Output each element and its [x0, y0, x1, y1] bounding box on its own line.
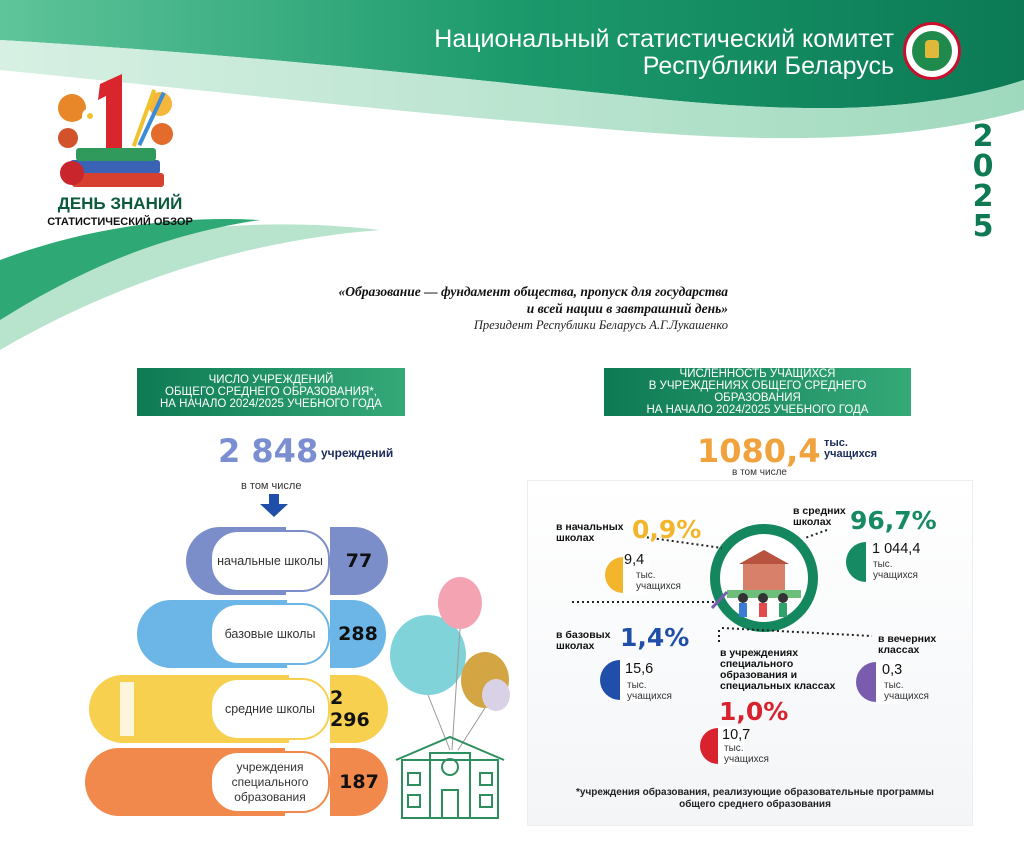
- special-students-percent: 1,0%: [719, 697, 789, 726]
- students-total: 1080,4: [697, 432, 821, 470]
- secondary-students-unit: [873, 559, 918, 581]
- bar-accent: [120, 682, 134, 736]
- primary-students-label-line1: в начальных: [556, 521, 624, 533]
- special-education-value: 187: [330, 748, 388, 816]
- special-students-label: [720, 648, 835, 692]
- secondary-schools-value: 2 296: [330, 675, 388, 743]
- students-including-label: в том числе: [732, 467, 787, 478]
- balloons-school-illustration: [388, 575, 524, 825]
- evening-students-label: [878, 634, 936, 656]
- students-heading-line1: ЧИСЛЕННОСТЬ УЧАЩИХСЯ: [679, 368, 836, 380]
- year-digit: 0: [972, 149, 994, 184]
- institutions-total: 2 848: [218, 432, 319, 470]
- footnote: [560, 787, 950, 811]
- secondary-schools-label: средние школы: [210, 678, 330, 740]
- footnote-line2: общего среднего образования: [679, 799, 831, 810]
- basic-students-label: [556, 630, 610, 652]
- logo-subtitle: СТАТИСТИЧЕСКИЙ ОБЗОР: [47, 216, 193, 228]
- primary-students-unit: [636, 570, 681, 592]
- special-students-label-line4: специальных классах: [720, 680, 836, 692]
- secondary-students-value: 1 044,4: [872, 541, 921, 557]
- basic-students-unit: [627, 680, 672, 702]
- basic-schools-value: 288: [330, 600, 386, 668]
- basic-students-value: 15,6: [625, 661, 654, 677]
- year-digit: 2: [972, 119, 994, 154]
- unit-line2: учащихся: [636, 581, 681, 592]
- special-students-label-line3: образования и: [720, 669, 798, 681]
- special-education-label: учреждения специального образования: [210, 751, 330, 813]
- special-students-label-line1: в учреждениях: [720, 647, 799, 659]
- year-vertical: [966, 119, 1000, 244]
- students-total-unit: [824, 438, 877, 460]
- secondary-students-label-line1: в средних: [793, 505, 846, 517]
- secondary-students-label: [793, 506, 846, 528]
- primary-students-percent: 0,9%: [632, 515, 702, 544]
- secondary-students-label-line2: школах: [793, 516, 832, 528]
- year-digit: 5: [972, 209, 994, 244]
- unit-line1: тыс.: [627, 680, 647, 691]
- footnote-line1: *учреждения образования, реализующие образовательные программы: [576, 787, 934, 798]
- evening-students-value: 0,3: [882, 662, 903, 678]
- unit-line1: тыс.: [873, 559, 893, 570]
- students-heading-line3: НА НАЧАЛО 2024/2025 УЧЕБНОГО ГОДА: [646, 404, 869, 416]
- primary-students-value: 9,4: [624, 552, 645, 568]
- evening-students-label-line2: классах: [878, 644, 920, 656]
- evening-students-unit: [884, 680, 929, 702]
- institutions-including-label: в том числе: [241, 480, 302, 492]
- institutions-heading: [137, 368, 405, 416]
- students-heading-line2: В УЧРЕЖДЕНИЯХ ОБЩЕГО СРЕДНЕГО ОБРАЗОВАНИЯ: [648, 380, 867, 404]
- basic-students-label-line1: в базовых: [556, 629, 611, 641]
- primary-schools-label: начальные школы: [210, 530, 330, 592]
- basic-students-percent: 1,4%: [620, 623, 690, 652]
- belstat-emblem-icon: [903, 22, 961, 80]
- unit-line2: учащихся: [627, 691, 672, 702]
- organization-title: [434, 26, 894, 80]
- basic-students-label-line2: школах: [556, 640, 595, 652]
- secondary-students-percent: 96,7%: [850, 506, 937, 535]
- institutions-heading-line3: НА НАЧАЛО 2024/2025 УЧЕБНОГО ГОДА: [160, 398, 382, 410]
- unit-line1: тыс.: [884, 680, 904, 691]
- organization-name-line1: Национальный статистический комитет: [434, 25, 894, 53]
- quote-author: Президент Республики Беларусь А.Г.Лукашенко: [473, 318, 728, 332]
- evening-students-label-line1: в вечерних: [878, 633, 937, 645]
- unit-line1: тыс.: [724, 743, 744, 754]
- unit-line1: тыс.: [636, 570, 656, 581]
- quote-line2: и всей нации в завтрашний день»: [526, 301, 728, 316]
- year-digit: 2: [972, 179, 994, 214]
- quote-line1: «Образование — фундамент общества, пропуск для государства: [338, 284, 728, 299]
- basic-schools-label: базовые школы: [210, 603, 330, 665]
- president-quote: [228, 283, 728, 317]
- unit-line2: учащихся: [873, 570, 918, 581]
- special-students-label-line2: специального: [720, 658, 794, 670]
- organization-name-line2: Республики Беларусь: [642, 52, 894, 80]
- primary-students-label: [556, 522, 624, 544]
- logo-title: ДЕНЬ ЗНАНИЙ: [57, 194, 183, 213]
- institutions-heading-line2: ОБЩЕГО СРЕДНЕГО ОБРАЗОВАНИЯ*,: [165, 386, 377, 398]
- students-total-unit-line2: учащихся: [824, 448, 878, 460]
- arrow-down-icon: [258, 494, 290, 518]
- unit-line2: учащихся: [724, 754, 769, 765]
- knowledge-day-logo-icon: [50, 68, 180, 196]
- special-students-unit: [724, 743, 769, 765]
- institutions-total-unit: учреждений: [321, 446, 394, 460]
- unit-line2: учащихся: [884, 691, 929, 702]
- primary-students-label-line2: школах: [556, 532, 595, 544]
- students-total-unit-line1: тыс.: [824, 437, 848, 449]
- institutions-heading-line1: ЧИСЛО УЧРЕЖДЕНИЙ: [208, 374, 334, 386]
- primary-schools-value: 77: [330, 527, 388, 595]
- special-students-value: 10,7: [722, 727, 751, 743]
- students-heading: [604, 368, 911, 416]
